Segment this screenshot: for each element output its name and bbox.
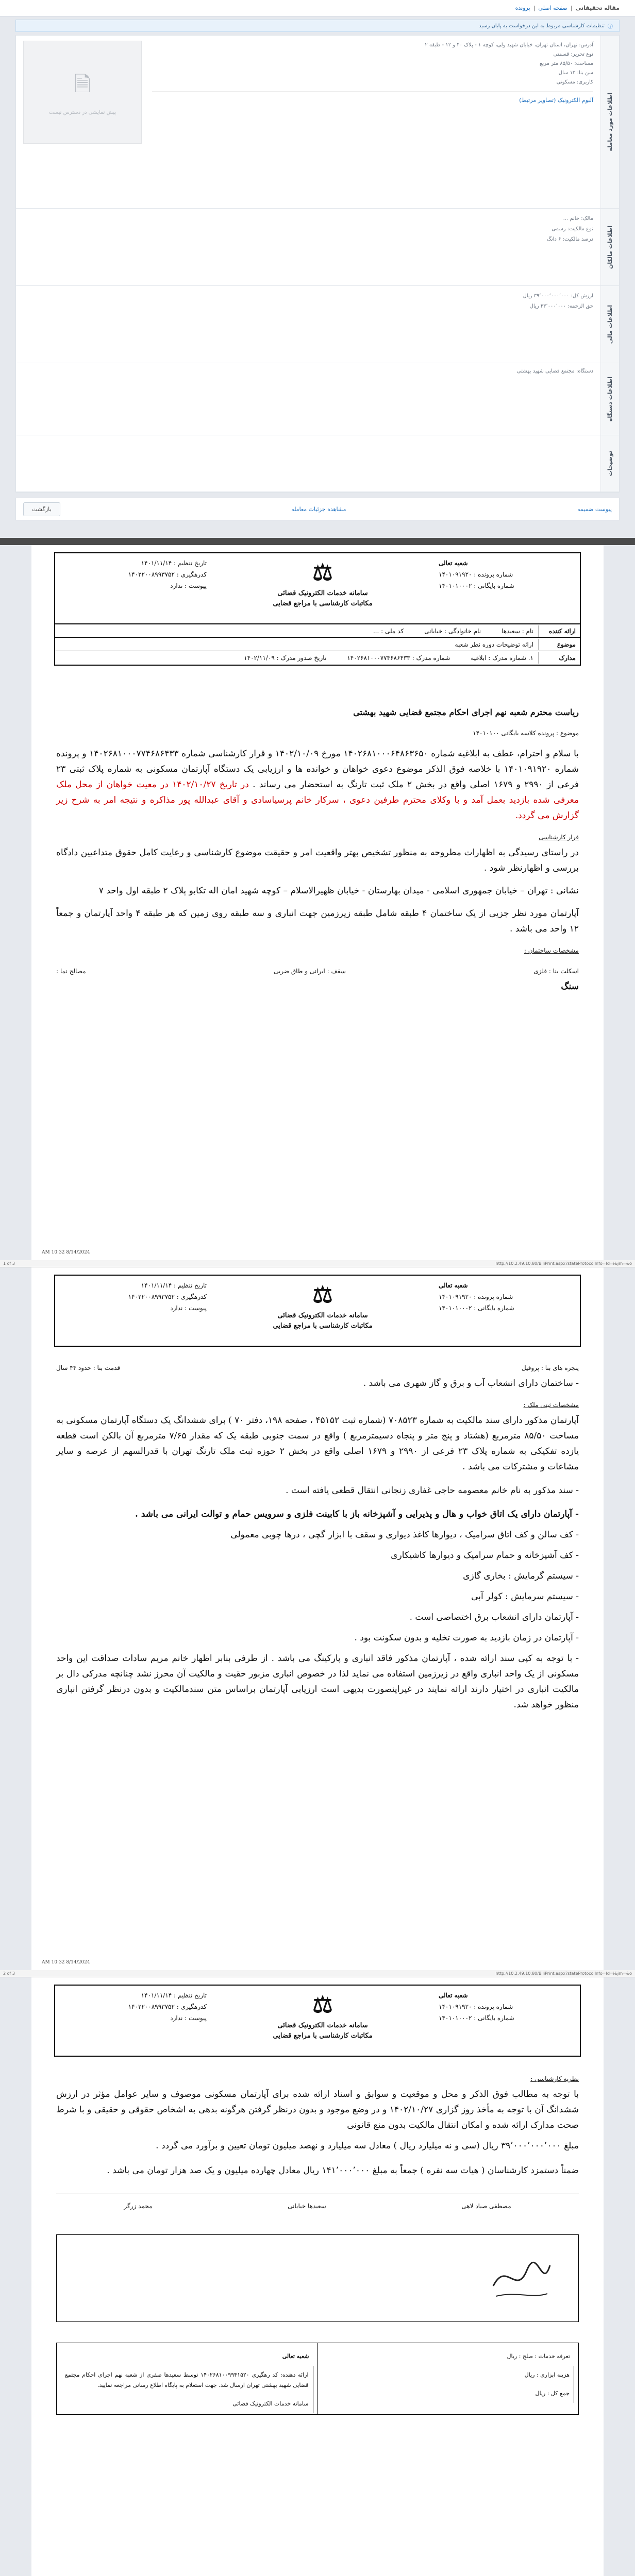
sub-heading: قرار کارشناسی <box>539 834 579 841</box>
info-line: مالک: خانم ... <box>563 216 593 222</box>
spec-item: اسکلت بنا : فلزی <box>533 968 579 975</box>
info-title: شعبه تعالی <box>282 2353 309 2360</box>
info-text: ارائه دهنده: کد رهگیری ۱۴۰۲۶۸۱۰۰۹۹۴۱۵۲۰ توسط سعیدها صفری از شعبه نهم اجرای احکام مجتمع قضایی شهید بهشتی تهران ارسال شد. جهت استعلام به پایگاه اطلاع رسانی مراجعه نمایید. <box>61 2366 313 2395</box>
attachment: پیوست : ندارد <box>170 1304 207 1312</box>
scales-icon: ⚖ <box>312 1282 333 1308</box>
grid-cell: تاریخ صدور مدرک : ۱۴۰۲/۱۱/۰۹ <box>244 654 327 662</box>
info-panel <box>15 35 620 493</box>
org-name: سامانه خدمات الکترونیک قضائی <box>277 2022 368 2029</box>
info-line: ارزش کل: ۳۹٬۰۰۰٬۰۰۰٬۰۰۰ ریال <box>523 293 593 299</box>
info-line: حق الزحمه: ۴۳٬۰۰۰٬۰۰۰ ریال <box>529 303 593 309</box>
info-line: نوع مالکیت: رسمی <box>552 226 593 232</box>
info-line: درصد مالکیت: ۶ دانگ <box>546 236 593 242</box>
grid-cell: ارائه توضیحات دوره نظر شعبه <box>455 640 533 648</box>
fee-box <box>56 2343 579 2415</box>
signature-box <box>56 2234 579 2322</box>
fee-text: ضمناً دستمزد کارشناسان ( هیات سه نفره ) جمعاً به مبلغ ۱۴۱٬۰۰۰٬۰۰۰ ریال معادل چهارده میلیون و یک صد هزار تومان می باشد . <box>107 2165 579 2176</box>
tracking-code: کدرهگیری : ۱۴۰۲۲۰۰۸۹۹۳۷۵۲ <box>128 2003 207 2010</box>
grid-head: موضوع <box>539 639 580 650</box>
case-label: شعبه تعالی <box>439 1282 468 1289</box>
archive-number: شماره بایگانی : ۱۴۰۱۰۱۰۰۰۲ <box>439 1304 514 1312</box>
list-item: - آپارتمان دارای انشعاب برق اختصاصی است . <box>409 1612 579 1622</box>
info-line: نوع تحریر: قسمتی <box>553 52 593 57</box>
section-title: اطلاعات دستگاه <box>607 377 613 421</box>
section-notes <box>16 435 619 492</box>
details-link[interactable]: مشاهده جزئیات معامله <box>291 505 346 513</box>
section-title: اطلاعات مالکان <box>607 225 613 269</box>
list-item: - کف آشپزخانه و حمام سرامیک و دیوارها کاشیکاری <box>391 1550 579 1561</box>
grid-cell: ۱. شماره مدرک : ابلاغیه <box>471 654 533 662</box>
letter-body: - با توجه به کپی سند ارائه شده ، آپارتمان مذکور فاقد انباری و پارکینگ می باشد . از طرفی بنابر اظهار خانم مریم سادات صداقت این واحد مسکونی از یک واحد انباری واقع در زیرزمین استفاده می نماید لذا در خصوص انباری مزبور حقیت و مالکیت آن محرز نشد چنانچه مدرکی دال بر مالکیت انباری در اختیار دارند ارائه نمایند در غیراینصورت بدیهی است ارزیابی آپارتمان براساس متن سندمالکیت و بدون درنظر گرفتن انباری منظور خواهد شد. <box>56 1653 579 1710</box>
grid-head: مدارک <box>539 652 580 664</box>
info-line: مساحت: ۸۵/۵۰ متر مربع <box>540 61 593 66</box>
signature-icon <box>486 2250 558 2307</box>
sub-heading: مشخصات ساختمان : <box>524 947 579 954</box>
grid-cell: کد ملی : ... <box>373 627 404 635</box>
attachment: پیوست : ندارد <box>170 2014 207 2022</box>
spec-item: سقف : ایرانی و طاق ضربی <box>273 968 346 975</box>
scales-icon: ⚖ <box>312 1992 333 2018</box>
section-title: اطلاعات مورد معامله <box>607 92 613 151</box>
list-item: - سیستم سرمایش : کولر آبی <box>471 1591 579 1602</box>
letter-ref: موضوع : پرونده کلاسه بایگانی ۱۴۰۱۰۱۰۰ <box>473 730 579 737</box>
case-number: شماره پرونده : ۱۴۰۱۰۹۱۹۲۰ <box>439 1293 513 1300</box>
tracking-code: کدرهگیری : ۱۴۰۲۲۰۰۸۹۹۳۷۵۲ <box>128 571 207 578</box>
list-item: - ساختمان دارای انشعاب آب و برق و گاز شهری می باشد . <box>363 1378 579 1388</box>
grid-cell: نام خانوادگی : خیابانی <box>424 627 481 635</box>
info-line: کاربری: مسکونی <box>556 79 593 85</box>
list-item: - آپارتمان دارای یک اتاق خواب و هال و پذیرایی و آشپزخانه باز با کابینت فلزی و سرویس حمام و توالت ایرانی می باشد . <box>135 1509 579 1519</box>
print-stamp: 8/14/2024 10:32 AM <box>42 1960 90 1965</box>
action-bar <box>15 498 620 520</box>
notice-banner <box>15 20 620 32</box>
signature-row <box>56 2194 579 2214</box>
spec-item: سنگ <box>561 981 579 992</box>
print-url: http://10.2.49.10:80/BiliPrint.aspx?stateProtocolInfo=Id=i&jm=&o <box>495 1261 632 1266</box>
sub-heading: مشخصات ثبتی ملک : <box>523 1401 579 1409</box>
letter-body: آپارتمان مذکور دارای سند مالکیت به شماره ۷۰۸۵۲۳ (شماره ثبت ۴۵۱۵۲ ، صفحه ۱۹۸، دفتر ۷۰ ) برای ششدانگ یک دستگاه آپارتمان مسکونی به مساحت ۸۵/۵۰ مترمربع (هشتاد و پنج متر و پنجاه دسیمترمربع ) واقع در سمت جنوبی طبقه یک که مقدار ۷/۶۵ مترمربع آن بالکن است قطعه یازده تفکیکی به شماره پلاک ۲۳ فرعی از ۲۹۹۰ و ۱۶۷۹ اصلی واقع در بخش ۲ حوزه ثبت ملک تارنگ تهران با قدرالسهم از عرصه و سایر مشاعات و مشترکات می باشد . <box>56 1415 579 1472</box>
attachment: پیوست : ندارد <box>170 582 207 589</box>
letter-title: ریاست محترم شعبه نهم اجرای احکام مجتمع قضایی شهید بهشتی <box>353 707 579 717</box>
fee-line: جمع کل : ریال <box>322 2384 575 2403</box>
org-name: سامانه خدمات الکترونیک قضائی <box>277 589 368 597</box>
info-line: آدرس: تهران، استان تهران، خیابان شهید ولی، کوچه ۱ - پلاک ۴۰ و ۱۲ - طبقه ۲ <box>425 42 593 48</box>
pdf-page <box>31 1977 604 2576</box>
image-icon: 🗎 <box>74 72 91 96</box>
letter-body: آپارتمان مورد نظر جزیی از یک ساختمان ۴ طبقه شامل طبقه زیرزمین جهت انباری و سه طبقه روی زمین که هر طبقه ۴ واحد آپارتمان و جمعاً ۱۲ واحد می باشد . <box>56 908 579 934</box>
letter-body: با توجه به مطالب فوق الذکر و محل و موقعیت و سوابق و اسناد ارائه شده برای آپارتمان مسکونی موصوف و سایر عوامل مؤثر در ارزش ششدانگ آن با توجه به مأخذ روز گزاری ۱۴۰۲/۱۰/۲۷ و در وضع موجود و بدون درنظر گرفتن هرگونه بدهی به اشخاص حقوقی و حقیقی و با شرط صحت مدارک ارائه شده و امکان انتقال مالکیت بدون منع قانونی <box>56 2089 579 2130</box>
signer: مصطفی صیاد لاهی <box>461 2202 511 2210</box>
section-title: اطلاعات مالی <box>607 304 613 344</box>
page-title: مقاله تحقیقاتی <box>575 5 620 11</box>
info-line: دستگاه: مجتمع قضایی شهید بهشتی <box>516 368 593 374</box>
pdf-page <box>31 1267 604 1970</box>
grid-cell: نام : سعیدها <box>502 627 533 635</box>
section-owners <box>16 209 619 286</box>
doc-header <box>54 552 581 624</box>
grid-cell: شماره مدرک : ۱۴۰۲۶۸۱۰۰۰۷۷۴۶۸۶۴۳۳ <box>347 654 450 662</box>
letter-body: با سلام و احترام، عطف به ابلاغیه شماره ۱۴۰۲۶۸۱۰۰۰۶۴۸۶۳۶۵۰ مورخ ۱۴۰۲/۱۰/۰۹ و قرار کارشناسی شماره ۱۴۰۲۶۸۱۰۰۰۷۷۴۶۸۶۴۳۳ و پرونده شماره ۱۴۰۱۰۹۱۹۲۰ با خلاصه فوق الذکر موضوع دعوی خواهان و خوانده ها و ارزیابی یک دستگاه آپارتمان مسکونی به شماره پلاک ثبتی ۲۳ فرعی از ۲۹۹۰ و ۱۶۷۹ اصلی واقع در بخش ۲ ملک ثبت تارنگ به استحضار می رساند . <box>56 749 579 790</box>
attach-link[interactable]: پیوست ضمیمه <box>577 505 612 513</box>
archive-number: شماره بایگانی : ۱۴۰۱۰۱۰۰۰۲ <box>439 2014 514 2022</box>
section-title: توضیحات <box>607 450 613 477</box>
spec-item: مصالح نما : <box>56 968 86 975</box>
pdf-toolbar <box>0 538 635 545</box>
placeholder-text: پیش نمایشی در دسترس نیست <box>48 109 116 115</box>
image-placeholder <box>23 41 142 144</box>
signer: محمد زرگر <box>124 2202 153 2210</box>
case-number: شماره پرونده : ۱۴۰۱۰۹۱۹۲۰ <box>439 571 513 578</box>
fee-line: تعرفه خدمات : صلح : ریال <box>507 2353 570 2360</box>
section-finance <box>16 286 619 363</box>
info-icon: ⓘ <box>608 24 613 30</box>
grid-head: ارائه کننده <box>539 625 580 637</box>
info-grid <box>54 624 581 666</box>
letter-body: در راستای رسیدگی به اظهارات مطروحه به منظور تشخیص بهتر واقعیت امر و حقیقت موضوع کارشناسی و رعایت کامل حقوق متداعیین دادگاه بررسی و اظهارنظر شود . <box>56 848 579 873</box>
list-item: - آپارتمان در زمان بازدید به صورت تخلیه و بدون سکونت بود . <box>354 1633 579 1643</box>
org-sub: مکاتبات کارشناسی با مراجع قضایی <box>273 600 373 607</box>
doc-date: تاریخ تنظیم : ۱۴۰۱/۱۱/۱۴ <box>141 1282 207 1289</box>
scales-icon: ⚖ <box>312 560 333 586</box>
album-link[interactable]: آلبوم الکترونیک (تصاویر مرتبط) <box>519 97 593 104</box>
notice-text: تنظیمات کارشناسی مربوط به این درخواست به پایان رسید <box>478 23 605 29</box>
pdf-page <box>31 545 604 1260</box>
info-footer: سامانه خدمات الکترونیک قضائی <box>61 2395 313 2413</box>
section-property <box>16 36 619 209</box>
page-number: 1 of 3 <box>3 1261 15 1266</box>
info-line: سن بنا: ۱۳ سال <box>558 70 593 76</box>
sub-heading: نظریه کارشناسی : <box>530 2075 579 2082</box>
case-number: شماره پرونده : ۱۴۰۱۰۹۱۹۲۰ <box>439 2003 513 2010</box>
case-label: شعبه تعالی <box>439 560 468 567</box>
list-item: - کف سالن و کف اتاق سرامیک ، دیوارها کاغذ دیواری و سقف با ابزار گچی ، درها چوبی معمولی <box>230 1530 579 1540</box>
print-url: http://10.2.49.10:80/BiliPrint.aspx?stateProtocolInfo=Id=i&jm=&o <box>495 1971 632 1976</box>
top-link[interactable]: پرونده <box>515 5 530 11</box>
org-name: سامانه خدمات الکترونیک قضائی <box>277 1312 368 1319</box>
tracking-code: کدرهگیری : ۱۴۰۲۲۰۰۸۹۹۳۷۵۲ <box>128 1293 207 1300</box>
section-device <box>16 363 619 435</box>
spec-item: قدمت بنا : حدود ۴۴ سال <box>56 1364 121 1371</box>
archive-number: شماره بایگانی : ۱۴۰۱۰۱۰۰۰۲ <box>439 582 514 589</box>
list-item: - سیستم گرمایش : بخاری گازی <box>463 1571 579 1581</box>
spec-item: پنجره های بنا : پروفیل <box>521 1364 579 1371</box>
org-sub: مکاتبات کارشناسی با مراجع قضایی <box>273 1322 373 1330</box>
print-stamp: 8/14/2024 10:32 AM <box>42 1250 90 1255</box>
back-button[interactable]: بازگشت <box>23 502 60 516</box>
top-link[interactable]: صفحه اصلی <box>538 5 568 11</box>
top-bar: پرونده | صفحه اصلی | مقاله تحقیقاتی <box>0 0 635 16</box>
doc-date: تاریخ تنظیم : ۱۴۰۱/۱۱/۱۴ <box>141 1992 207 1999</box>
signer: سعیدها خیابانی <box>288 2202 326 2210</box>
page-number: 2 of 3 <box>3 1971 15 1976</box>
valuation: مبلغ ۳۹٬۰۰۰٬۰۰۰٬۰۰۰ ریال (سی و نه میلیارد ریال ) معادل سه میلیارد و نهصد میلیون تومان تعیین و برآورد می گردد . <box>156 2141 579 2151</box>
list-item: - سند مذکور به نام خانم معصومه حاجی غفاری زنجانی انتقال قطعی یافته است . <box>286 1485 579 1496</box>
letter-highlight: در تاریخ ۱۴۰۲/۱۰/۲۷ در معیت خواهان از محل ملک معرفی شده بازدید بعمل آمد و با وکلای محترم طرفین دعوی ، سرکار خانم پرسیاسادی و آقای عبدالله پور مذاکره و نتیجه امر به شرح زیر گزارش می گردد. <box>56 779 579 821</box>
case-label: شعبه تعالی <box>439 1992 468 1999</box>
org-sub: مکاتبات کارشناسی با مراجع قضایی <box>273 2032 373 2040</box>
address: نشانی : تهران – خیابان جمهوری اسلامی - میدان بهارستان - خیابان ظهیرالاسلام – کوچه شهید امان اله تکابو پلاک ۲ طبقه اول واحد ۷ <box>98 886 579 896</box>
fee-line: هزینه ابزاری : ریال <box>322 2366 575 2384</box>
doc-date: تاریخ تنظیم : ۱۴۰۱/۱۱/۱۴ <box>141 560 207 567</box>
